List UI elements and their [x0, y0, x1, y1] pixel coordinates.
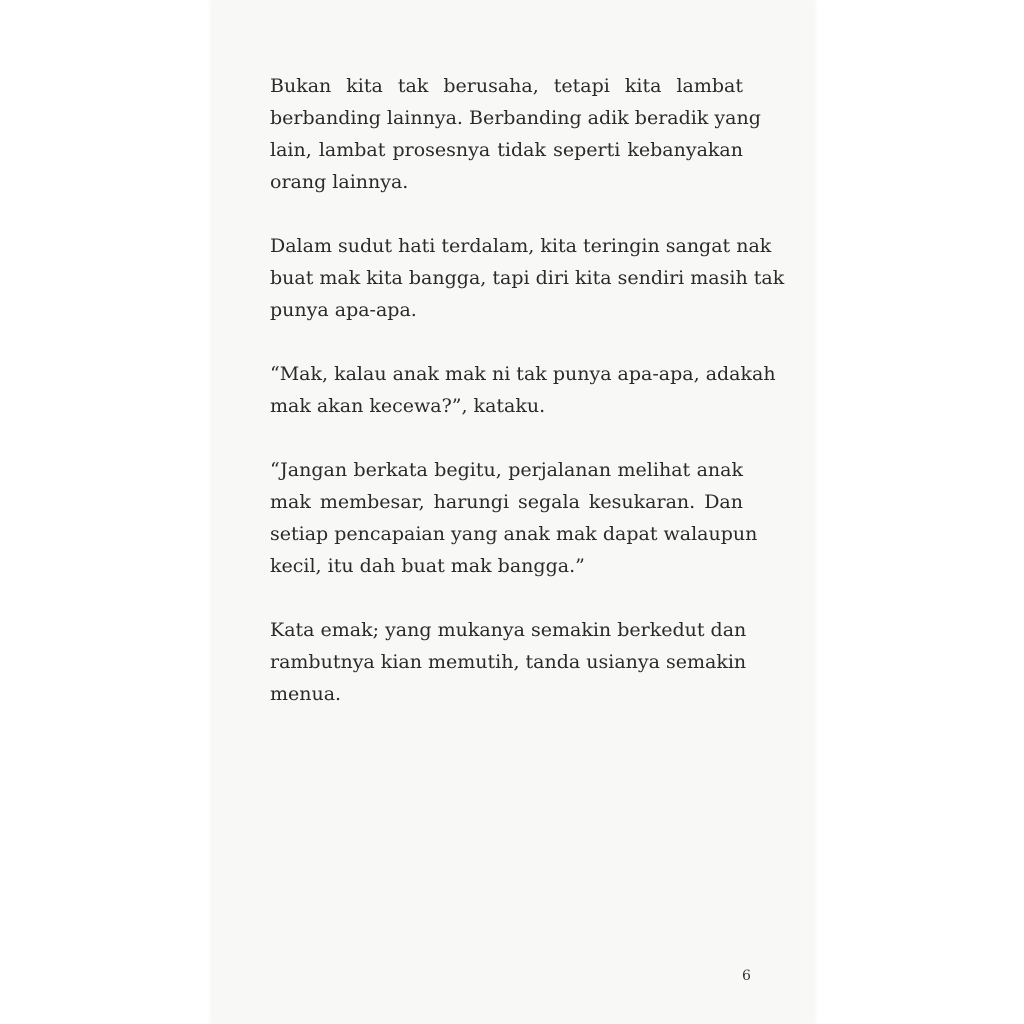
text-line: orang lainnya. — [270, 171, 409, 193]
text-line: punya apa-apa. — [270, 299, 417, 321]
text-line: berbanding lainnya. Berbanding adik beradik yang — [270, 107, 761, 129]
text-line: “Mak, kalau anak mak ni tak punya apa-apa, adakah — [270, 363, 776, 385]
text-line: rambutnya kian memutih, tanda usianya semakin — [270, 651, 747, 673]
paragraph-2 — [270, 230, 785, 326]
text-line: menua. — [270, 683, 342, 705]
text-line: “Jangan berkata begitu, perjalanan melihat anak — [270, 459, 743, 481]
text-line: Kata emak; yang mukanya semakin berkedut dan — [270, 619, 747, 641]
text-line: lain, lambat prosesnya tidak seperti kebanyakan — [270, 139, 743, 161]
text-line: Bukan kita tak berusaha, tetapi kita lambat — [270, 75, 743, 97]
text-line: buat mak kita bangga, tapi diri kita sendiri masih tak — [270, 267, 785, 289]
paragraph-4 — [270, 454, 758, 582]
text-line: mak akan kecewa?”, kataku. — [270, 395, 546, 417]
paragraph-5 — [270, 614, 747, 710]
body-text — [270, 70, 785, 742]
page-number: 6 — [742, 968, 751, 984]
book-page — [212, 0, 814, 1024]
paragraph-1 — [270, 70, 761, 198]
text-line: mak membesar, harungi segala kesukaran. Dan — [270, 491, 743, 513]
text-line: Dalam sudut hati terdalam, kita teringin sangat nak — [270, 235, 772, 257]
paragraph-3 — [270, 358, 776, 422]
text-line: setiap pencapaian yang anak mak dapat walaupun — [270, 523, 758, 545]
text-line: kecil, itu dah buat mak bangga.” — [270, 555, 585, 577]
